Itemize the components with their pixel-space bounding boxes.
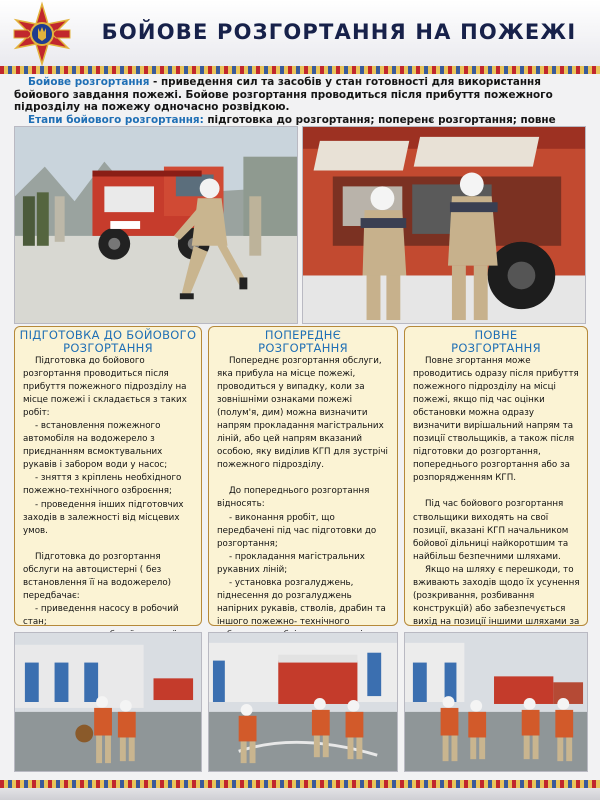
column-preparation (14, 326, 202, 626)
paragraph: Підготовка до розгортання обслуги на автоцистерні ( без встановлення її на водожерело) передбачає: (23, 551, 172, 601)
paragraph: - зняття з кріплень необхідного пожежно-технічного озброєння; (23, 473, 182, 497)
paragraph: Під час бойового розгортання ствольщики виходять на свої позиції, вказані КГП начальником бойової дільниці найкоротшим та найбільш безпечними шляхами. (413, 499, 569, 562)
firefighters-connecting-hose-photo-icon (15, 633, 201, 771)
paragraph-gap (23, 538, 195, 551)
page-title: БОЙОВЕ РОЗГОРТАННЯ НА ПОЖЕЖІ (101, 20, 577, 44)
paragraph: До попереднього розгортання відносять: (217, 486, 370, 510)
photo-bottom-center (208, 632, 398, 772)
firefighters-at-truck-pump-photo-icon (303, 127, 585, 323)
paragraph: - установка розгалуджень, піднесення до розгалуджень напірних рукавів, стволів, драбин та іншого пожежно- технічного (217, 577, 386, 627)
column-title: ПІДГОТОВКА ДО БОЙОВОГО РОЗГОРТАННЯ (19, 328, 197, 355)
paragraph: Попереднє розгортання обслуги, яка прибула на місце пожежі, проводиться у випадку, коли за зовнішніми ознаками пожежі (полум'я, дим) можна визначити напрям прокладання магістральних ліній, або цей напрям вказаний особою, яку виділив КГП для зустрічі пожежного підрозділу. (217, 356, 388, 471)
paragraph: - встановлення пожежного автомобіля на водожерело з приєднанням всмоктувальних рукавів і забором води у насос; (23, 421, 168, 471)
firefighters-full-deployment-photo-icon (405, 633, 587, 771)
column-title: ПОПЕРЕДНЄ РОЗГОРТАННЯ (258, 328, 348, 355)
photo-bottom-left (14, 632, 202, 772)
column-title: ПОВНЕ РОЗГОРТАННЯ (451, 328, 541, 355)
paragraph-gap (413, 485, 581, 498)
firefighters-laying-hose-photo-icon (209, 633, 397, 771)
firefighter-running-by-truck-photo-icon (15, 127, 297, 323)
photo-top-left (14, 126, 298, 324)
paragraph-gap (217, 472, 391, 485)
ornament-border-top (0, 66, 600, 74)
column-full (404, 326, 588, 626)
intro-definition: - приведення сил та засобів у стан готовності для використання бойового завдання пожежі. Бойове розгортання проводиться після прибуття пожежного підрозділу на пожежу одночасно розвідкою. (14, 76, 553, 114)
footer-band (0, 788, 600, 800)
photo-bottom-right (404, 632, 588, 772)
column-text (209, 355, 397, 655)
photo-top-right (302, 126, 586, 324)
intro-term-deployment: Бойове розгортання (28, 76, 150, 88)
column-text (15, 355, 201, 668)
intro-term-stages: Етапи бойового розгортання: (28, 113, 204, 126)
paragraph: - приведення насосу в робочий стан; (23, 603, 179, 627)
paragraph: - проведення інших підготовчих заходів в залежності від місцевих умов. (23, 499, 184, 536)
paragraph: - прокладання магістральних рукавних ліній; (217, 551, 365, 575)
paragraph: Повне згортання може проводитись одразу після прибуття пожежного підрозділу на місці пожежі, якщо під час оцінки обстановки можна одразу визначити вирішальний напрям та позиції ствольщиків, а також після підготовки до розгортання, попереднього розгортання або за розпорядженням КГП. (413, 356, 579, 484)
header (0, 0, 600, 68)
ornament-border-bottom (0, 780, 600, 788)
column-text (405, 355, 587, 655)
paragraph: - виконання рробіт, що передбачені під час підготовки до розгортання; (217, 512, 377, 549)
paragraph: Підготовка до бойового розгортання проводиться після прибуття пожежного підрозділу на місце пожежі і складається з таких робіт: (23, 356, 187, 419)
fire-rescue-emblem-icon (10, 2, 74, 66)
intro-stages-list: підготовка до розгортання; поперенє розгортання; повне (207, 113, 556, 126)
column-preliminary (208, 326, 398, 626)
paragraph: Якщо на шляху є перешкоди, то вживають заходів щодо їх усунення (розкривання, розбивання конструкцій) або забезпечується вихід на позиції іншими шляхами за (413, 564, 580, 627)
